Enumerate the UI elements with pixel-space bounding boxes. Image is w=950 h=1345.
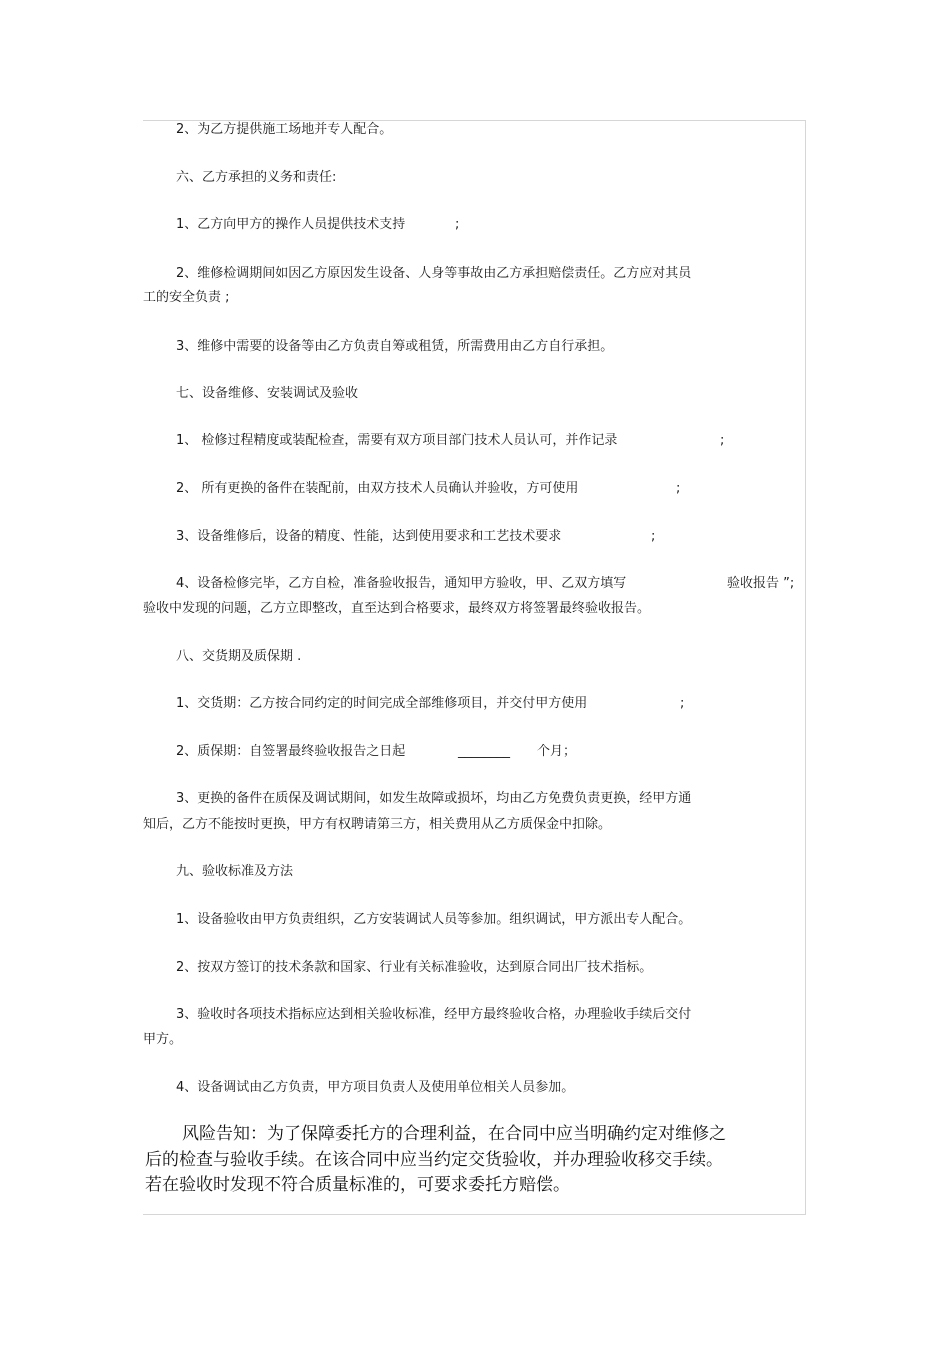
risk-notice-line2: 后的检查与验收手续。在该合同中应当约定交货验收，并办理验收移交手续。 <box>145 1150 723 1170</box>
clause-7-3: 3、设备维修后，设备的精度、性能，达到使用要求和工艺技术要求 <box>176 529 562 544</box>
clause-7-2-end: ; <box>676 481 681 496</box>
clause-7-1-end: ; <box>720 433 725 448</box>
clause-9-4: 4、设备调试由乙方负责，甲方项目负责人及使用单位相关人员参加。 <box>176 1080 575 1095</box>
clause-8-2-end: 个月； <box>537 744 577 759</box>
clause-7-4-line2: 验收中发现的问题，乙方立即整改，直至达到合格要求，最终双方将签署最终验收报告。 <box>143 601 651 616</box>
section-6-heading: 六、乙方承担的义务和责任: <box>176 170 337 185</box>
clause-7-3-end: ; <box>651 529 656 544</box>
clause-8-3-line1: 3、更换的备件在质保及调试期间，如发生故障或损坏，均由乙方免费负责更换，经甲方通 <box>176 791 692 806</box>
section-9-heading: 九、验收标准及方法 <box>176 864 294 879</box>
clause-6-2-line2: 工的安全负责 ; <box>143 290 230 305</box>
clause-9-2: 2、按双方签订的技术条款和国家、行业有关标准验收，达到原合同出厂技术指标。 <box>176 960 653 975</box>
risk-notice-line3: 若在验收时发现不符合质量标准的，可要求委托方赔偿。 <box>145 1175 570 1195</box>
clause-9-3-line1: 3、验收时各项技术指标应达到相关验收标准，经甲方最终验收合格，办理验收手续后交付 <box>176 1007 692 1022</box>
section-8-heading: 八、交货期及质保期 . <box>176 649 302 664</box>
clause-6-1: 1、乙方向甲方的操作人员提供技术支持 <box>176 217 406 232</box>
clause-7-1: 1、 检修过程精度或装配检查，需要有双方项目部门技术人员认可，并作记录 <box>176 433 618 448</box>
clause-6-1-end: ; <box>455 217 460 232</box>
clause-9-3-line2: 甲方。 <box>143 1032 183 1047</box>
document-frame <box>143 120 806 1215</box>
clause-8-1: 1、交货期：乙方按合同约定的时间完成全部维修项目，并交付甲方使用 <box>176 696 588 711</box>
clause-8-2: 2、质保期：自签署最终验收报告之日起 <box>176 744 406 759</box>
clause-5-2: 2、为乙方提供施工场地并专人配合。 <box>176 122 393 137</box>
clause-8-3-line2: 知后，乙方不能按时更换，甲方有权聘请第三方，相关费用从乙方质保金中扣除。 <box>143 817 612 832</box>
clause-6-3: 3、维修中需要的设备等由乙方负责自筹或租赁，所需费用由乙方自行承担。 <box>176 339 614 354</box>
clause-9-1: 1、设备验收由甲方负责组织，乙方安装调试人员等参加。组织调试，甲方派出专人配合。 <box>176 912 692 927</box>
clause-7-2: 2、 所有更换的备件在装配前，由双方技术人员确认并验收，方可使用 <box>176 481 579 496</box>
clause-7-4-line1: 4、设备检修完毕，乙方自检，准备验收报告，通知甲方验收，甲、乙双方填写 <box>176 576 627 591</box>
warranty-months-blank: ________ <box>458 744 510 759</box>
section-7-heading: 七、设备维修、安装调试及验收 <box>176 386 359 401</box>
risk-notice-line1: 风险告知：为了保障委托方的合理利益，在合同中应当明确约定对维修之 <box>182 1124 726 1144</box>
clause-8-1-end: ; <box>680 696 685 711</box>
clause-7-4-line1-end: 验收报告 ”; <box>727 576 795 591</box>
clause-6-2-line1: 2、维修检调期间如因乙方原因发生设备、人身等事故由乙方承担赔偿责任。乙方应对其员 <box>176 266 692 281</box>
